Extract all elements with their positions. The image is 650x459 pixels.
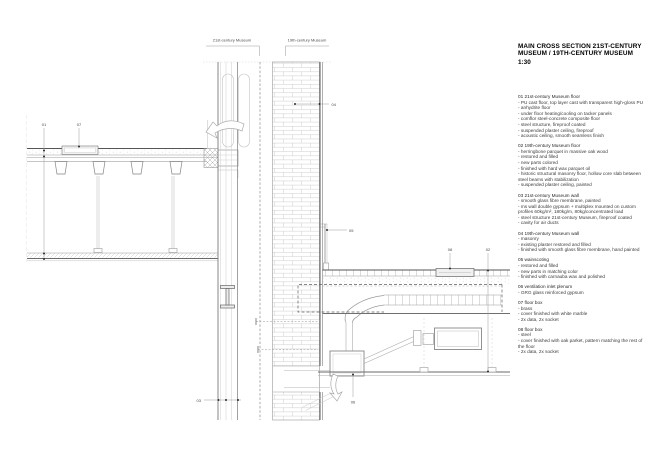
cavity-air-duct — [239, 74, 250, 147]
leader-label-08: 08 — [447, 247, 453, 252]
note-heading: 03 21st-century Museum wall — [518, 192, 579, 198]
note-line: - 2x data, 2x socket — [518, 316, 559, 322]
note-line: - suspended plaster ceiling, fireproof — [518, 127, 594, 133]
note-line: - new parts colored — [518, 160, 558, 166]
note-line: - acoustic ceiling, smooth seamless finish — [518, 133, 604, 139]
ceiling-hangers — [94, 176, 177, 253]
note-line: - restored and filled — [518, 263, 559, 269]
airflow-arrow-down-icon — [330, 374, 342, 401]
note-line: - restored and filled — [518, 154, 559, 160]
note-block — [518, 231, 646, 253]
leader-dots — [43, 103, 489, 401]
note-line: - finished with carnauba wax and polished — [518, 274, 606, 280]
note-line: - existing plaster restored and filled — [518, 241, 591, 247]
wall-opening — [273, 366, 319, 392]
note-line: - steel — [518, 332, 531, 338]
label-21c-museum: 21st-century Museum — [212, 37, 252, 43]
note-block — [518, 284, 646, 295]
hollow-core-band — [384, 295, 502, 305]
note-heading: 05 wainscoting — [518, 257, 550, 263]
note-line: - ms wall double gypsum + multiplex mounted on custom profiles 60kg/m², 180kg/m, 80kg/concentrated load — [518, 203, 636, 215]
drawing-scale: 1:30 — [518, 58, 531, 66]
note-block — [518, 300, 646, 322]
note-block — [518, 94, 646, 139]
note-line: - smooth glass fibre membrane, painted — [518, 198, 601, 204]
note-heading: 02 19th-century Museum floor — [518, 143, 581, 149]
note-line: - historic structural masonry floor, hollow core slab between steel beams with stabilization — [518, 171, 641, 182]
leader-label-05: 05 — [349, 227, 354, 233]
note-block — [518, 327, 646, 355]
building-label-left — [206, 38, 260, 57]
note-line: - steel structure, fireproof coated — [518, 121, 586, 127]
note-line: - finished with hard wax parquet oil — [518, 165, 591, 171]
note-heading: 08 floor box — [518, 326, 543, 332]
note-block — [518, 257, 646, 279]
label-19c-museum: 19th-century Museum — [287, 37, 327, 43]
note-heading: 04 19th-century Museum wall — [518, 230, 580, 236]
note-line: - GRG glass reinforced gypsum — [518, 289, 584, 295]
note-block — [518, 143, 646, 188]
note-line: - herringbone parquet in massive oak wood — [518, 148, 608, 154]
title-block — [518, 43, 648, 66]
building-label-right — [286, 38, 330, 57]
notes-list — [518, 94, 646, 359]
note-heading: 06 ventilation inlet plenum — [518, 284, 573, 290]
ceiling-21c-suspended — [27, 176, 218, 261]
label-bracket — [286, 46, 330, 56]
label-bracket — [206, 46, 260, 56]
note-block — [518, 193, 646, 227]
drawing-title: MAIN CROSS SECTION 21ST-CENTURY MUSEUM / 19TH-CENTURY MUSEUM — [518, 43, 642, 58]
note-heading: 01 21st-century Museum floor — [518, 94, 581, 99]
note-line: - under floor heating/cooling on tacker panels — [518, 110, 612, 116]
conduit — [364, 337, 417, 364]
floor-edge-hatch — [204, 149, 218, 168]
note-line: - finished with smooth glass fibre membrane, hand painted — [518, 247, 640, 253]
note-line: - anhydrite floor — [518, 105, 551, 111]
wall-19c-masonry — [256, 62, 329, 420]
cavity-air-duct — [223, 74, 234, 147]
note-heading: 07 floor box — [518, 300, 543, 305]
floor-duct-curve — [345, 296, 384, 352]
steel-column-section — [221, 286, 235, 309]
note-line: - steel structure 21st-century Museum, fireproof coated — [518, 214, 632, 220]
note-line: - 2x data, 2x socket — [518, 349, 559, 355]
leader-label-03: 03 — [196, 397, 201, 403]
leader-label-02: 02 — [485, 247, 491, 252]
parquet-band — [323, 270, 510, 276]
note-line: - brass — [518, 305, 533, 311]
wall-21c — [218, 62, 250, 420]
note-line: - suspended plaster ceiling, painted — [518, 182, 592, 188]
note-line: - cavity for air ducts — [518, 220, 559, 226]
note-line: - new parts in matching color — [518, 268, 578, 274]
floor-21c-composite — [27, 115, 239, 262]
leader-label-06: 06 — [350, 399, 356, 405]
note-line: - PU cast floor, top layer cast with transparent high-gloss PU — [518, 99, 644, 105]
note-line: - cover finished with oak parket, pattern matching the rest of the floor — [518, 338, 643, 349]
note-line: - cover finished with white marble — [518, 311, 588, 317]
note-line: - masonry — [518, 236, 539, 242]
note-line: - comflor steel-concrete composite floor — [518, 116, 601, 122]
leader-label-01: 01 — [41, 122, 47, 127]
leader-label-04: 04 — [331, 101, 336, 107]
leader-label-07: 07 — [76, 122, 82, 127]
